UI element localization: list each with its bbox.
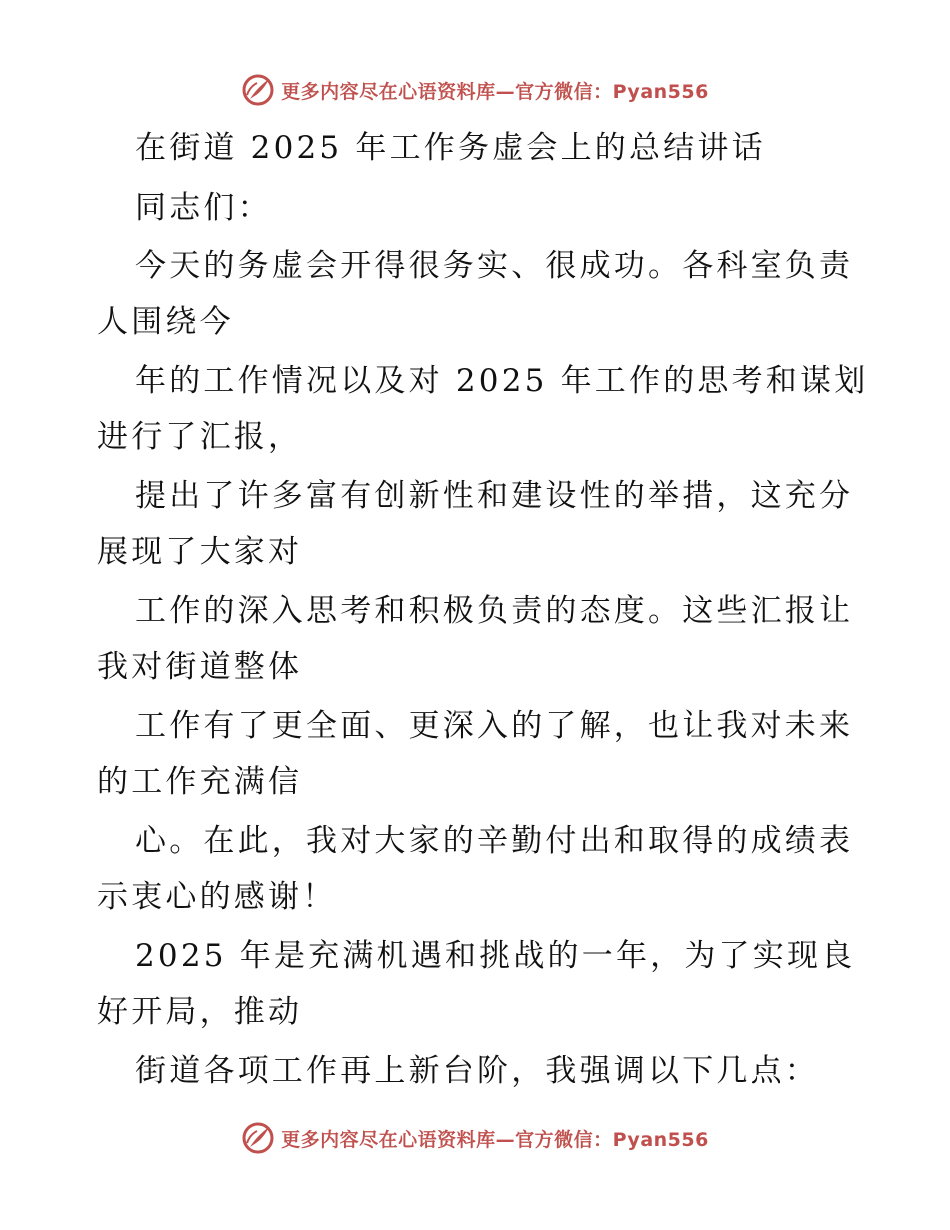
paragraph-line: 工作有了更全面、更深入的了解，也让我对未来 [135, 708, 854, 744]
paragraph-line: 心。在此，我对大家的辛勤付出和取得的成绩表 [135, 823, 854, 859]
paragraph-line: 街道各项工作再上新台阶，我强调以下几点： [135, 1053, 819, 1089]
paragraph-line: 今天的务虚会开得很务实、很成功。各科室负责 [135, 248, 854, 284]
paragraph-line: 年的工作情况以及对 2025 年工作的思考和谋划 [135, 363, 869, 399]
paragraph-line: 好开局，推动 [97, 994, 303, 1030]
paragraph-line: 进行了汇报， [97, 419, 303, 455]
quill-seal-icon [241, 73, 275, 107]
paragraph-line: 的工作充满信 [97, 764, 303, 800]
paragraph-line: 展现了大家对 [97, 534, 303, 570]
paragraph-line: 我对街道整体 [97, 649, 303, 685]
watermark-text: 更多内容尽在心语资料库—官方微信：Pyan556 [281, 80, 709, 103]
paragraph-line: 2025 年是充满机遇和挑战的一年，为了实现良 [135, 938, 856, 974]
paragraph-line: 工作的深入思考和积极负责的态度。这些汇报让 [135, 593, 854, 629]
document-title: 在街道 2025 年工作务虚会上的总结讲话 [135, 130, 766, 166]
footer-watermark [0, 1118, 950, 1158]
header-watermark [0, 70, 950, 110]
paragraph-line: 人围绕今 [97, 304, 234, 340]
paragraph-line: 示衷心的感谢！ [97, 879, 337, 915]
quill-seal-icon [241, 1121, 275, 1155]
salutation: 同志们： [135, 190, 272, 226]
paragraph-line: 提出了许多富有创新性和建设性的举措，这充分 [135, 478, 854, 514]
watermark-text: 更多内容尽在心语资料库—官方微信：Pyan556 [281, 1128, 709, 1151]
